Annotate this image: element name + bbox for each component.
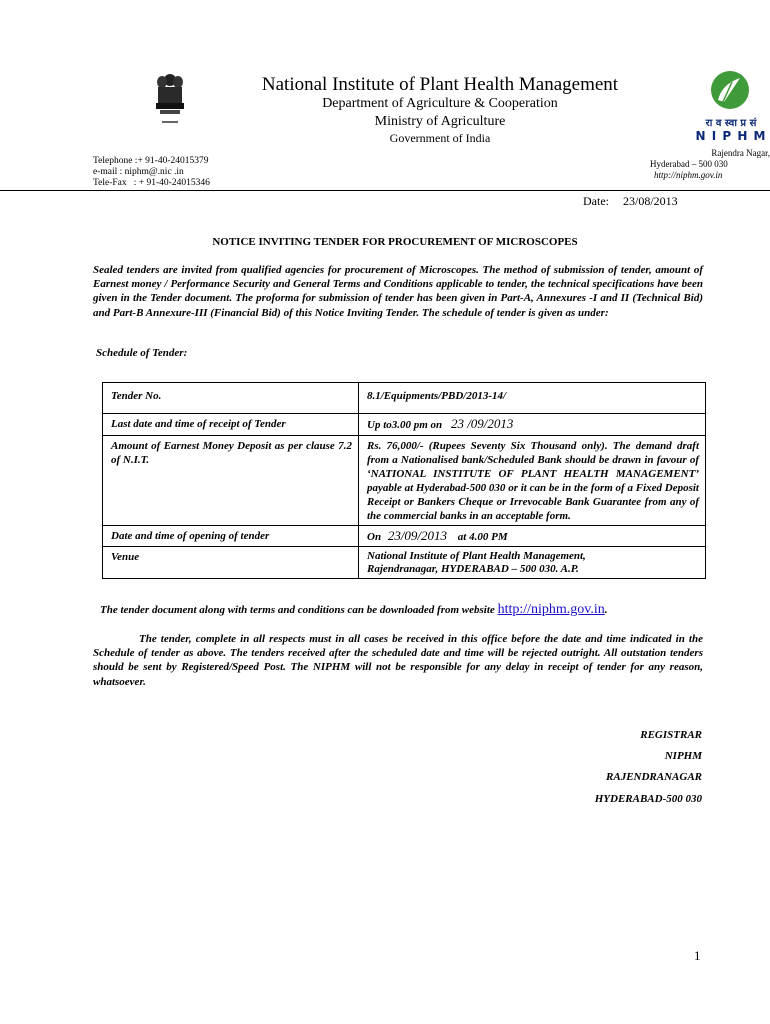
tender-no-label: Tender No. bbox=[103, 383, 359, 414]
institute-name: National Institute of Plant Health Management bbox=[261, 74, 619, 95]
table-row bbox=[103, 414, 706, 436]
notice-title: NOTICE INVITING TENDER FOR PROCUREMENT OF MICROSCOPES bbox=[212, 236, 578, 248]
email: e-mail : niphm@.nic .in bbox=[93, 167, 184, 177]
website-link[interactable]: http://niphm.gov.in bbox=[497, 602, 605, 617]
venue-line2: Rajendranagar, HYDERABAD – 500 030. A.P. bbox=[367, 563, 579, 575]
opening-cell bbox=[359, 526, 706, 547]
government-name: Government of India bbox=[389, 131, 491, 145]
signature-place: RAJENDRANAGAR bbox=[606, 771, 702, 783]
page-number: 1 bbox=[694, 948, 701, 963]
emd-value: Rs. 76,000/- (Rupees Seventy Six Thousand only). The demand draft from a Nationalised bank/Scheduled Bank should be drawn in favour of ‘NATIONAL INSTITUTE OF PLANT HEALTH MANAGEMENT’ payable at Hyderabad-500 030 or it can be in the form of a Fixed Deposit Receipt or Bankers Cheque or Irrevocable Bank Guarantee from any of the commercial banks in an acceptable form. bbox=[359, 436, 706, 526]
telefax: Tele-Fax : + 91-40-24015346 bbox=[93, 178, 210, 188]
venue-line1: National Institute of Plant Health Management, bbox=[367, 550, 586, 562]
terms-paragraph bbox=[93, 632, 703, 689]
download-note bbox=[100, 602, 608, 618]
address-line2: Hyderabad – 500 030 bbox=[650, 159, 728, 169]
opening-prefix: On bbox=[367, 531, 382, 543]
last-date-label: Last date and time of receipt of Tender bbox=[103, 414, 359, 436]
table-row bbox=[103, 526, 706, 547]
address-line1: Rajendra Nagar, bbox=[711, 148, 770, 158]
signature-niphm: NIPHM bbox=[664, 750, 702, 762]
signature-city: HYDERABAD-500 030 bbox=[594, 793, 702, 805]
intro-paragraph: Sealed tenders are invited from qualified agencies for procurement of Microscopes. The method of submission of tender, amount of Earnest money / Performance Security and General Terms and Conditions applicable to tender, the technical specifications have been given in the Tender document. The proforma for submission of tender has been given in Part-A, Annexures -I and II (Technical Bid) and Part-B Annexure-III (Financial Bid) of this Notice Inviting Tender. The schedule of tender is given as under: bbox=[93, 264, 703, 319]
logo-text: N I P H M bbox=[695, 129, 767, 143]
tender-no-value: 8.1/Equipments/PBD/2013-14/ bbox=[359, 383, 706, 414]
date-label: Date: bbox=[583, 194, 609, 208]
contact-block bbox=[93, 156, 210, 189]
ministry-name: Ministry of Agriculture bbox=[374, 114, 506, 129]
opening-date: 23/09/2013 bbox=[387, 528, 448, 543]
opening-time: at 4.00 PM bbox=[457, 531, 508, 543]
address-url[interactable]: http://niphm.gov.in bbox=[654, 170, 723, 180]
last-date-prefix: Up to3.00 pm on bbox=[367, 419, 443, 431]
date-value: 23/08/2013 bbox=[623, 194, 678, 208]
table-row bbox=[103, 383, 706, 414]
logo-hindi-text: रा व स्वा प्र सं bbox=[705, 118, 757, 129]
signature-registrar: REGISTRAR bbox=[640, 729, 702, 741]
emd-label: Amount of Earnest Money Deposit as per clause 7.2 of N.I.T. bbox=[103, 436, 359, 526]
schedule-table bbox=[102, 382, 706, 579]
last-date-cell bbox=[359, 414, 706, 436]
schedule-heading: Schedule of Tender: bbox=[96, 347, 188, 359]
venue-cell bbox=[359, 547, 706, 579]
department-name: Department of Agriculture & Cooperation bbox=[322, 96, 558, 111]
header-divider bbox=[0, 190, 770, 191]
opening-label: Date and time of opening of tender bbox=[103, 526, 359, 547]
venue-label: Venue bbox=[103, 547, 359, 579]
download-end: . bbox=[604, 604, 608, 616]
table-row bbox=[103, 547, 706, 579]
terms-text: The tender, complete in all respects must in all cases be received in this office before the date and time indicated in the Schedule of tender as above. The tenders received after the scheduled date and time will be rejected outright. All outstation tenders should be sent by Registered/Speed Post. The NIPHM will not be responsible for any delay in receipt of tender for any reason, whatsoever. bbox=[93, 633, 703, 688]
download-text: The tender document along with terms and conditions can be downloaded from website bbox=[100, 604, 495, 616]
address-block bbox=[650, 148, 770, 181]
date-line bbox=[583, 194, 678, 209]
telephone: Telephone :+ 91-40-24015379 bbox=[93, 156, 209, 166]
last-date-value: 23 /09/2013 bbox=[450, 416, 514, 431]
table-row bbox=[103, 436, 706, 526]
